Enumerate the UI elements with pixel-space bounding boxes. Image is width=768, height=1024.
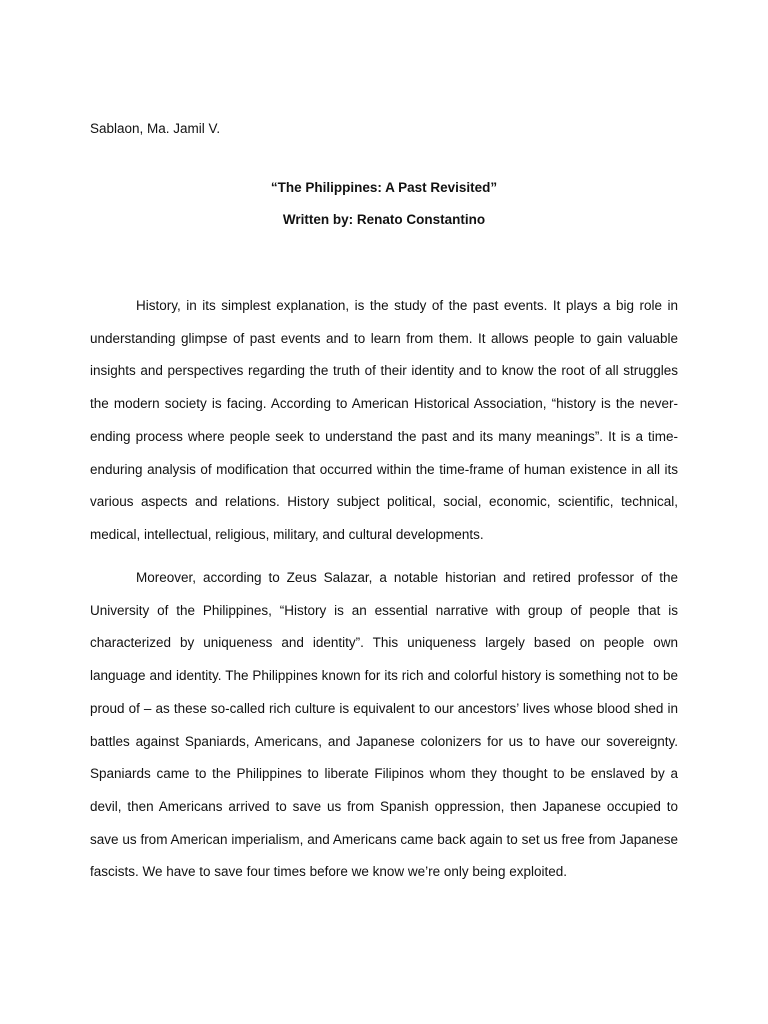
document-title: “The Philippines: A Past Revisited” [270, 180, 498, 195]
body-paragraph-2: Moreover, according to Zeus Salazar, a notable historian and retired professor of the University of the Philippines, “History is an essential narrative with group of people that is characterized by uniqueness and identity”. This uniqueness largely based on people own language and identity. The Philippines known for its rich and colorful history is something not to be proud of – as these so-called rich culture is equivalent to our ancestors’ lives whose blood shed in battles against Spaniards, Americans, and Japanese colonizers for us to have our sovereignty. Spaniards came to the Philippines to liberate Filipinos whom they thought to be enslaved by a devil, then Americans arrived to save us from Spanish oppression, then Japanese occupied to save us from American imperialism, and Americans came back again to set us free from Japanese fascists. We have to save four times before we know we’re only being exploited. [90, 570, 678, 880]
author-name: Sablaon, Ma. Jamil V. [90, 121, 221, 136]
body-paragraph-1: History, in its simplest explanation, is the study of the past events. It plays a big role in understanding glimpse of past events and to learn from them. It allows people to gain valuable insights and perspectives regarding the truth of their identity and to know the root of all struggles the modern society is facing. According to American Historical Association, “history is the never-ending process where people seek to understand the past and its many meanings”. It is a time-enduring analysis of modification that occurred within the time-frame of human existence in all its various aspects and relations. History subject political, social, economic, scientific, technical, medical, intellectual, religious, military, and cultural developments. [90, 298, 678, 542]
document-byline: Written by: Renato Constantino [282, 212, 486, 227]
